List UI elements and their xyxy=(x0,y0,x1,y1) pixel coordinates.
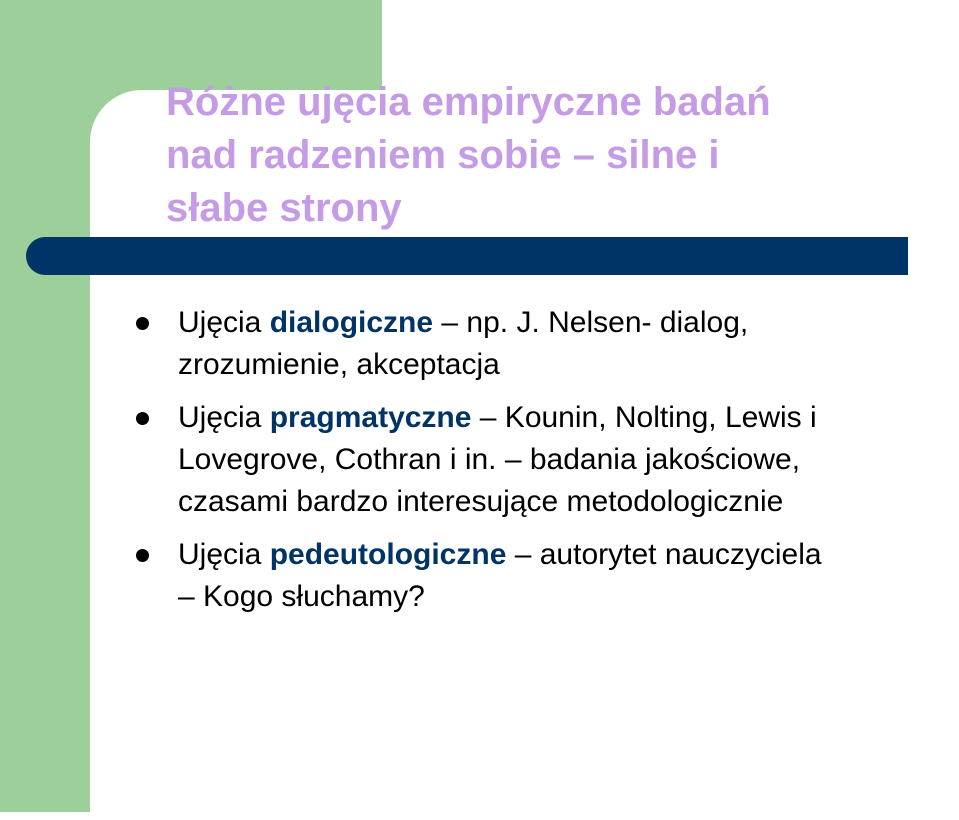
bullet-line xyxy=(178,534,956,576)
bottom-strip xyxy=(0,812,959,820)
bullet-item-pragmatyczne xyxy=(134,397,956,523)
bullet-item-dialogiczne xyxy=(134,302,956,386)
bullet-dot-icon xyxy=(136,549,149,562)
title-divider-bar xyxy=(26,237,908,275)
bullet-text: – Kounin, Nolting, Lewis i xyxy=(471,401,817,434)
bullet-text: Ujęcia xyxy=(178,538,270,571)
bullet-text: Ujęcia xyxy=(178,306,270,339)
bullet-dot-icon xyxy=(136,412,149,425)
bullet-line: – Kogo słuchamy? xyxy=(178,580,425,613)
bullet-keyword: pragmatyczne xyxy=(269,401,472,434)
bullet-item-pedeutologiczne xyxy=(134,534,956,618)
bullet-line: Lovegrove, Cothran i in. – badania jakościowe, xyxy=(178,443,801,476)
title-line-1: Różne ujęcia empiryczne badań xyxy=(166,80,771,124)
bullet-line: zrozumienie, akceptacja xyxy=(178,348,500,381)
bullet-dot-icon xyxy=(136,317,149,330)
bullet-line xyxy=(178,302,956,344)
bullet-keyword: dialogiczne xyxy=(269,306,434,339)
bullet-keyword: pedeutologiczne xyxy=(269,538,507,571)
bullet-text: – np. J. Nelsen- dialog, xyxy=(433,306,749,339)
slide-title xyxy=(166,76,926,235)
title-line-3: słabe strony xyxy=(166,186,402,230)
bullet-text: Ujęcia xyxy=(178,401,270,434)
title-line-2: nad radzeniem sobie – silne i xyxy=(166,133,720,177)
bullet-list xyxy=(134,302,956,618)
bullet-line: czasami bardzo interesujące metodologicznie xyxy=(178,485,784,518)
bullet-line xyxy=(178,397,956,439)
bullet-text: – autorytet nauczyciela xyxy=(506,538,822,571)
